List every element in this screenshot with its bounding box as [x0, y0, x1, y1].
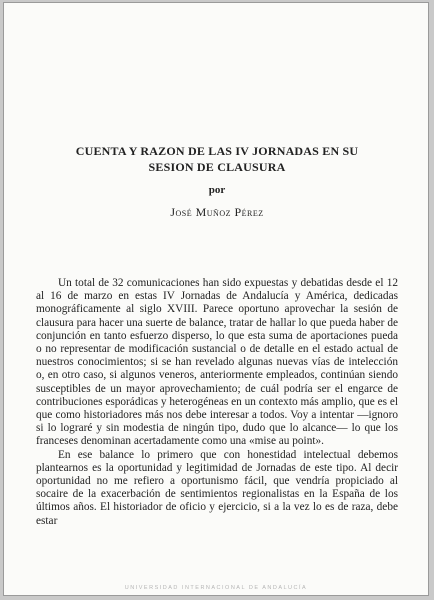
paragraph-2: En ese balance lo primero que con honestidad intelectual debemos plantearnos es la oportunidad y legitimidad de Jornadas de este tipo. Al decir oportunidad no me refiero a oportunismo fácil, que vendría propiciado al socaire de la exacerbación de sentimientos regionalistas en la España de los últimos años. El historiador de oficio y ejercicio, si a la vez lo es de raza, debe estar — [36, 448, 398, 527]
article-title — [36, 143, 398, 175]
document-content — [36, 143, 398, 528]
byline: por — [208, 184, 226, 196]
article-title-line-1: CUENTA Y RAZON DE LAS IV JORNADAS EN SU — [75, 144, 359, 158]
document-page — [3, 2, 429, 596]
paragraph-1: Un total de 32 comunicaciones han sido expuestas y debatidas desde el 12 al 16 de marzo en estas IV Jornadas de Andalucía y América, dedicadas monográficamente al siglo XVIII. Parece oportuno aprovechar la sesión de clausura para hacer una suerte de balance, tratar de hallar lo que pueda haber de conjunción en tanto esfuerzo disperso, lo que esta suma de aportaciones pueda o no representar de modificación sustancial o de detalle en el estado actual de nuestros conocimientos; si se han revelado algunas nuevas vías de intelección o, en otro caso, si algunos veneros, anteriormente empleados, continúan siendo susceptibles de un mayor aprovechamiento; de cuál podría ser el engarce de contribuciones esporádicas y heterogéneas en un contexto más amplio, que es el que como historiadores más nos debe interesar a todos. Voy a intentar —ignoro si lo lograré y sin modestia de ningún tipo, dudo que lo alcance— lo que los franceses denominan acertadamente como una «mise au point». — [36, 277, 399, 448]
article-title-line-2: SESION DE CLAUSURA — [148, 160, 286, 174]
article-body — [36, 277, 398, 528]
author-name: José Muñoz Pérez — [170, 205, 264, 219]
page-watermark: UNIVERSIDAD INTERNACIONAL DE ANDALUCÍA — [124, 585, 308, 591]
